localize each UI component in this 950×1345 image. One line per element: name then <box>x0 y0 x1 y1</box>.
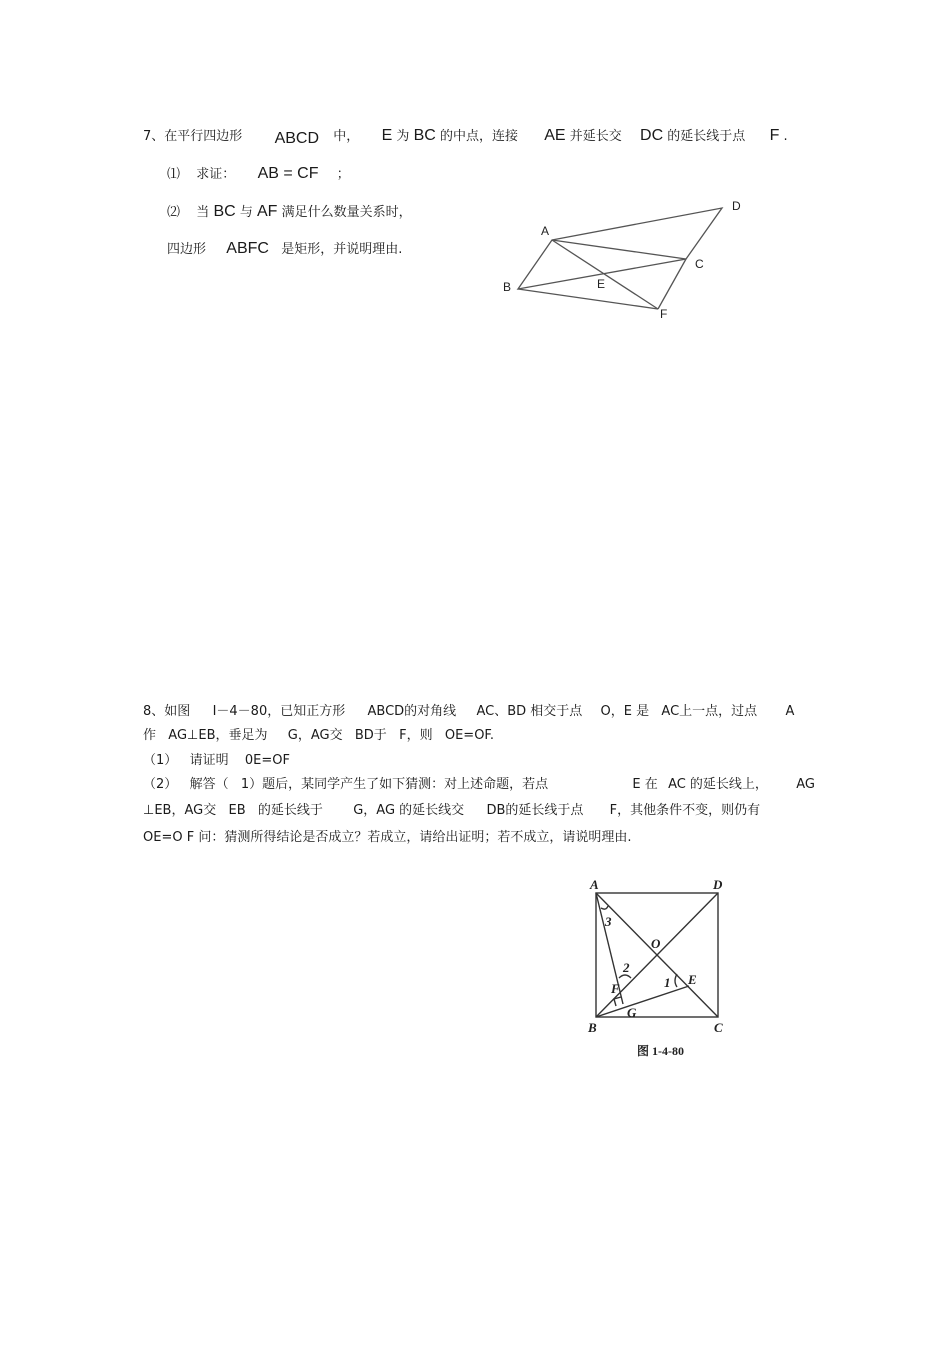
q8-label-g: G <box>627 1005 637 1020</box>
q7-label-d: D <box>732 199 741 213</box>
q8-angle-1 <box>675 974 677 987</box>
q7-parallelogram <box>518 208 722 289</box>
q8-text: Ⅰ－4－80，已知正方形 <box>212 704 346 719</box>
q8-figure-lines <box>596 893 718 1017</box>
q8-label-a: A <box>590 877 599 892</box>
q8-label-3: 3 <box>605 914 612 929</box>
q8-text: O，E 是 <box>600 704 650 719</box>
q8-label-2: 2 <box>623 960 630 975</box>
q8-text: 作 <box>143 728 157 743</box>
q8-line4 <box>143 776 815 794</box>
q8-line5 <box>143 802 760 820</box>
q8-text: 的延长线于 <box>257 803 323 818</box>
q8-line3 <box>143 752 290 770</box>
q7-part2-label: ⑵ <box>167 205 181 220</box>
q7-part2-bc: BC <box>213 203 236 220</box>
q7-label-a: A <box>541 224 550 238</box>
q7-label-b: B <box>503 280 512 294</box>
q8-text: AC、BD 相交于点 <box>476 704 583 719</box>
q7-e: E <box>381 127 393 144</box>
q7-line-cf <box>658 259 686 309</box>
q8-text: ⊥EB，AG交 <box>143 803 217 818</box>
q7-part2-af: AF <box>256 203 278 220</box>
q8-text: F，则 <box>399 728 433 743</box>
q7-line-bf <box>518 289 658 309</box>
q7-bc: BC <box>413 127 436 144</box>
q7-part2-line2 <box>167 240 402 259</box>
q8-label-e: E <box>688 972 697 987</box>
q8-label-c: C <box>714 1020 723 1035</box>
q8-text: OE=O F 问：猜测所得结论是否成立？若成立，请给出证明；若不成立，请说明理由. <box>143 830 632 845</box>
q8-text: OE=OF. <box>444 728 494 743</box>
q8-text: DB的延长线于点 <box>486 803 584 818</box>
q8-right-angle <box>614 997 621 1006</box>
q7-part1-text: ； <box>336 167 350 182</box>
q7-text: 中， <box>333 129 360 144</box>
q7-part2 <box>167 203 412 222</box>
q7-ae: AE <box>544 127 566 144</box>
q7-label-f: F <box>660 307 668 321</box>
q7-part2-text: 是矩形，并说明理由. <box>281 242 403 257</box>
q7-f: F <box>769 127 780 144</box>
q8-line2 <box>143 727 494 745</box>
q8-angle-2 <box>619 975 631 978</box>
q8-angle-3 <box>601 906 608 909</box>
q7-text: 的中点，连接 <box>439 129 518 144</box>
q8-line1 <box>143 703 794 721</box>
q8-text: BD于 <box>354 728 387 743</box>
q8-line-be <box>596 986 689 1017</box>
q8-text: （1） <box>143 753 178 768</box>
q8-text: 请证明 <box>189 753 229 768</box>
q8-text: A <box>785 704 795 719</box>
q7-part2-abfc: ABFC <box>226 240 269 257</box>
q8-text: EB <box>228 803 246 818</box>
q7-text: 的延长线于点 <box>667 129 746 144</box>
q7-part2-text: 满足什么数量关系时， <box>281 205 412 220</box>
q8-text: AC 的延长线上， <box>668 777 768 792</box>
q8-text: AC上一点，过点 <box>661 704 758 719</box>
q7-dc: DC <box>640 127 664 144</box>
q7-text: 7、在平行四边形 <box>143 129 243 144</box>
q7-title <box>143 127 788 146</box>
q8-line6 <box>143 829 631 847</box>
q7-text: . <box>783 129 788 144</box>
q7-label-e: E <box>597 277 606 291</box>
q7-abcd: ABCD <box>274 130 320 147</box>
q7-part2-text: 当 <box>196 205 210 220</box>
q7-part1-label: ⑴ <box>167 167 181 182</box>
q7-part2-text: 四边形 <box>167 242 207 257</box>
q8-label-o: O <box>651 936 661 951</box>
q8-text: （2） <box>143 777 178 792</box>
q7-label-c: C <box>695 257 704 271</box>
q8-figure-caption: 图 1-4-80 <box>637 1044 684 1058</box>
q8-text: ABCD的对角线 <box>367 704 457 719</box>
q7-part1 <box>167 165 350 184</box>
q8-label-d: D <box>713 877 723 892</box>
q7-line-af <box>552 240 658 309</box>
q8-label-b: B <box>588 1020 597 1035</box>
q8-text: G，AG 的延长线交 <box>353 803 465 818</box>
q8-label-f: F <box>611 981 620 996</box>
q7-part1-text: 求证： <box>196 167 236 182</box>
q8-text: AG <box>796 777 815 792</box>
q7-part2-text: 与 <box>239 205 253 220</box>
q7-line-ac <box>552 240 686 259</box>
q7-text: 为 <box>396 129 410 144</box>
q8-text: F，其他条件不变，则仍有 <box>609 803 761 818</box>
q7-text: 并延长交 <box>569 129 622 144</box>
q7-figure <box>490 190 760 330</box>
q8-text: 1）题后，某同学产生了如下猜测：对上述命题，若点 <box>240 777 549 792</box>
q8-text: AG⊥EB，垂足为 <box>168 728 268 743</box>
q8-text: 解答（ <box>189 777 229 792</box>
q7-part1-math: AB = CF <box>257 165 319 182</box>
q8-text: G，AG交 <box>287 728 343 743</box>
q8-figure <box>560 870 740 1065</box>
q8-text: E 在 <box>632 777 658 792</box>
q8-text: 8、如图 <box>143 704 191 719</box>
q8-label-1: 1 <box>664 975 671 990</box>
q8-text: 0E=OF <box>244 753 290 768</box>
